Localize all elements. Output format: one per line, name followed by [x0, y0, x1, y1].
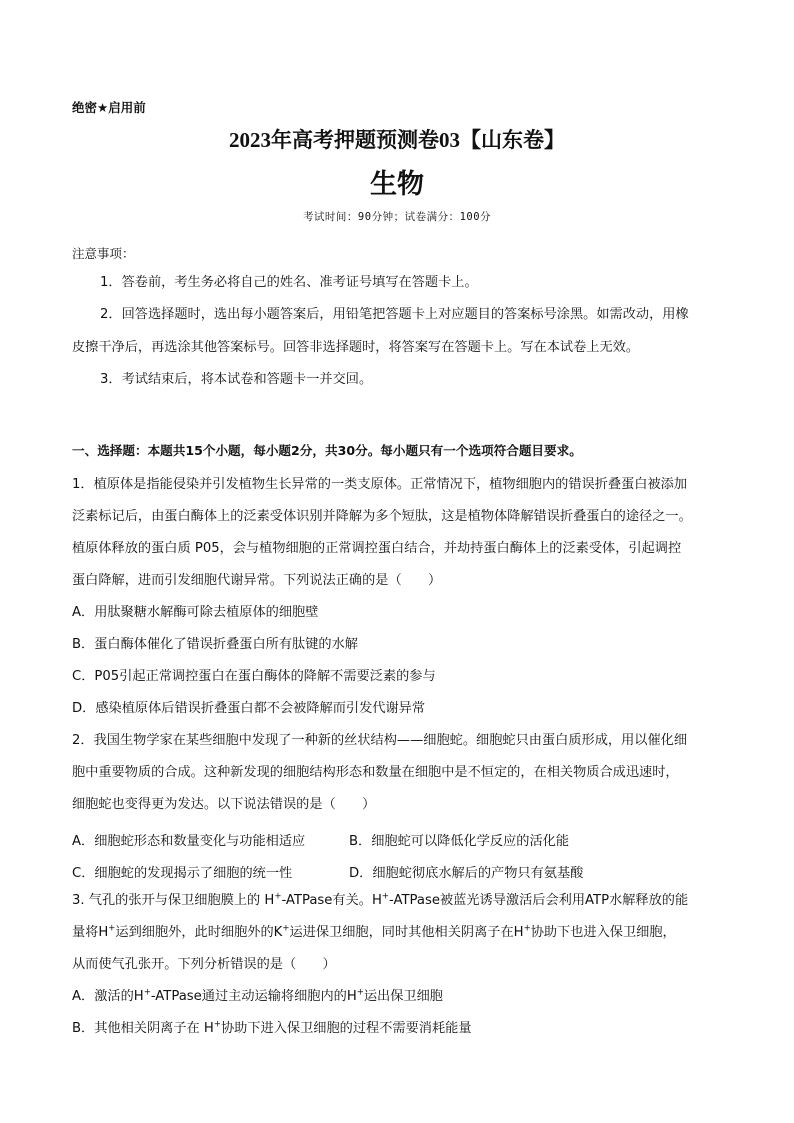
note-item-1: 1．答卷前，考生务必将自己的姓名、准考证号填写在答题卡上。 [100, 275, 478, 290]
section-heading: 一、选择题：本题共15个小题，每小题2分，共30分。每小题只有一个选项符合题目要求。 [72, 443, 582, 458]
superscript-plus: + [274, 891, 282, 902]
q3-option-text: B．其他相关阴离子在 H [72, 1021, 214, 1036]
q2-line-1: 2．我国生物学家在某些细胞中发现了一种新的丝状结构——细胞蛇。细胞蛇只由蛋白质形成，用以催化细 [72, 733, 688, 748]
q1-option-b: B．蛋白酶体催化了错误折叠蛋白所有肽键的水解 [72, 637, 358, 652]
q1-line-1: 1．植原体是指能侵染并引发植物生长异常的一类支原体。正常情况下，植物细胞内的错误折叠蛋白被添加 [72, 477, 688, 492]
subject-title: 生物 [370, 169, 424, 200]
q2-line-2: 胞中重要物质的合成。这种新发现的细胞结构形态和数量在细胞中是不恒定的，在相关物质合成迅速时， [72, 765, 679, 780]
q3-line-3: 从而使气孔张开。下列分析错误的是（ ） [72, 957, 336, 972]
q3-option-text: 协助下进入保卫细胞的过程不需要消耗能量 [220, 1021, 472, 1036]
superscript-plus: + [523, 923, 531, 934]
q3-line-1 [72, 891, 732, 908]
exam-meta: 考试时间：90分钟；试卷满分：100分 [302, 211, 492, 223]
q1-line-4: 蛋白降解，进而引发细胞代谢异常。下列说法正确的是（ ） [72, 573, 442, 588]
q3-line-2 [72, 923, 732, 940]
q1-option-d: D．感染植原体后错误折叠蛋白都不会被降解而引发代谢异常 [72, 701, 426, 716]
q2-option-a: A．细胞蛇形态和数量变化与功能相适应 [72, 834, 306, 849]
q3-option-text: -ATPase通过主动运输将细胞内的H [150, 989, 357, 1004]
q2-option-b: B．细胞蛇可以降低化学反应的活化能 [349, 834, 570, 849]
superscript-plus: + [282, 923, 290, 934]
superscript-plus: + [143, 987, 151, 998]
q1-line-2: 泛素标记后，由蛋白酶体上的泛素受体识别并降解为多个短肽，这是植物体降解错误折叠蛋白的途径之一。 [72, 509, 692, 524]
superscript-plus: + [108, 923, 116, 934]
q3-text: 运到细胞外，此时细胞外的K [115, 925, 283, 940]
q3-text: 协助下也进入保卫细胞， [530, 925, 676, 940]
q1-option-a: A．用肽聚糖水解酶可除去植原体的细胞壁 [72, 605, 319, 620]
q1-line-3: 植原体释放的蛋白质 P05，会与植物细胞的正常调控蛋白结合，并劫持蛋白酶体上的泛素受体，引起调控 [72, 541, 682, 556]
q3-text: 量将H [72, 925, 109, 940]
q3-text: -ATPase有关。H [281, 893, 382, 908]
note-item-3: 3．考试结束后，将本试卷和答题卡一并交回。 [100, 372, 373, 387]
note-item-2-line-1: 2．回答选择题时，选出每小题答案后，用铅笔把答题卡上对应题目的答案标号涂黑。如需改动，用橡 [100, 307, 689, 322]
exam-title: 2023年高考押题预测卷03【山东卷】 [229, 128, 565, 152]
q3-option-text: A．激活的H [72, 989, 144, 1004]
q3-option-text: 运出保卫细胞 [363, 989, 443, 1004]
q3-option-a [72, 987, 732, 1004]
q2-line-3: 细胞蛇也变得更为发达。以下说法错误的是（ ） [72, 797, 376, 812]
q3-text: 运进保卫细胞，同时其他相关阴离子在H [289, 925, 524, 940]
q3-text: 3. 气孔的张开与保卫细胞膜上的 H [72, 893, 275, 908]
notes-heading: 注意事项： [72, 246, 135, 261]
q2-option-d: D．细胞蛇彻底水解后的产物只有氨基酸 [349, 866, 584, 881]
superscript-plus: + [381, 891, 390, 902]
q3-option-b [72, 1019, 732, 1036]
q3-text: -ATPase被蓝光诱导激活后会利用ATP水解释放的能 [389, 893, 689, 908]
note-item-2-line-2: 皮擦干净后，再选涂其他答案标号。回答非选择题时，将答案写在答题卡上。写在本试卷上无效。 [72, 340, 640, 355]
q1-option-c: C．P05引起正常调控蛋白在蛋白酶体的降解不需要泛素的参与 [72, 669, 436, 684]
superscript-plus: + [356, 987, 364, 998]
confidential-label: 绝密★启用前 [72, 100, 146, 115]
q2-option-c: C．细胞蛇的发现揭示了细胞的统一性 [72, 866, 293, 881]
superscript-plus: + [213, 1019, 221, 1030]
